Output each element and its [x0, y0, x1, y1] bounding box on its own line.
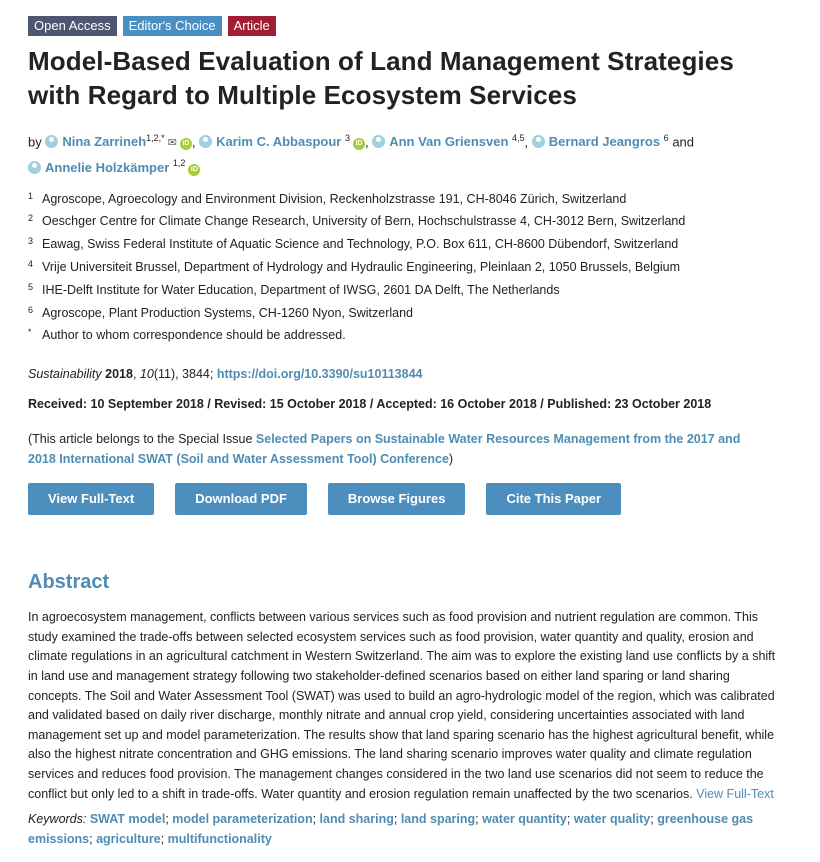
special-issue-note: (This article belongs to the Special Issue Selected Papers on Sustainable Water Resources Management from the 2017 and 2018 International SWAT (Soil and Water Assessment Tool) Conference) [28, 432, 741, 467]
author-name[interactable]: Annelie Holzkämper [45, 159, 170, 175]
affiliation: 6 Agroscope, Plant Production Systems, CH-1260 Nyon, Switzerland [28, 304, 414, 320]
citation-line: Sustainability 2018, 10(11), 3844; https://doi.org/10.3390/su10113844 [28, 367, 423, 382]
author-3[interactable] [372, 134, 508, 149]
keywords: Keywords: SWAT model; model parameterization; land sharing; land sparing; water quantity; water quality; greenhouse gas emissions; agriculture; multifunctionality [28, 812, 754, 846]
view-full-text-button[interactable]: View Full-Text [28, 483, 154, 515]
affiliation-list [28, 188, 788, 348]
editors-choice-badge[interactable]: Editor's Choice [123, 16, 222, 36]
citation-issue: (11), 3844; [153, 367, 217, 382]
action-buttons [28, 483, 788, 515]
corresponding-note: * Author to whom correspondence should be addressed. [28, 327, 346, 343]
browse-figures-button[interactable]: Browse Figures [328, 483, 466, 515]
orcid-icon[interactable]: iD [180, 138, 192, 150]
cite-paper-button[interactable]: Cite This Paper [486, 483, 621, 515]
by-label: by [28, 134, 42, 150]
citation-year: 2018 [105, 367, 133, 382]
keyword-link[interactable]: greenhouse gas emissions [28, 812, 754, 846]
author-name[interactable]: Nina Zarrineh [62, 134, 147, 150]
affiliation: 1 Agroscope, Agroecology and Environment Division, Reckenholzstrasse 191, CH-8046 Zürich, Switzerland [28, 190, 627, 206]
journal-name: Sustainability [28, 367, 102, 382]
author-affil-sup: 3 [344, 133, 350, 143]
author-affil-sup: 1,2,* [146, 133, 165, 143]
citation-volume: 10 [139, 367, 154, 382]
keyword-link[interactable]: agriculture [96, 831, 161, 846]
author-name[interactable]: Karim C. Abbaspour [216, 134, 342, 150]
author-affil-sup: 6 [663, 133, 669, 143]
affiliation: 5 IHE-Delft Institute for Water Education, Department of IWSG, 2601 DA Delft, The Netherlands [28, 281, 560, 297]
abstract-full-text-link[interactable]: View Full-Text [696, 786, 774, 801]
abstract-heading: Abstract [28, 571, 110, 594]
author-list: by Nina Zarrineh$^{1,2,*}$ ✉ iD , Karim C. Abbaspour $^3$iD , Ann Van Griensven $^{4,5}$, Bernard Jeangros $^6$ and Annelie Holzkämper $^{1,2}$iD [28, 133, 695, 175]
person-icon [28, 161, 41, 174]
author-5[interactable] [28, 160, 169, 175]
keyword-link[interactable]: land sharing [319, 812, 394, 827]
abstract-body [28, 608, 784, 804]
and-label: and [672, 134, 695, 150]
author-2[interactable] [199, 134, 341, 149]
author-affil-sup: 4,5 [512, 133, 525, 143]
author-name[interactable]: Ann Van Griensven [389, 134, 509, 150]
affiliation: 4 Vrije Universiteit Brussel, Department of Hydrology and Hydraulic Engineering, Pleinlaan 2, 1050 Brussels, Belgium [28, 259, 681, 275]
author-affil-sup: 1,2 [172, 158, 186, 169]
keyword-link[interactable]: water quality [573, 812, 651, 827]
keywords-label: Keywords: [28, 812, 87, 827]
open-access-badge[interactable]: Open Access [28, 16, 117, 36]
keyword-link[interactable]: model parameterization [172, 812, 313, 827]
keyword-link[interactable]: land sparing [400, 812, 476, 827]
special-issue-link[interactable]: Selected Papers on Sustainable Water Resources Management from the 2017 and 2018 International SWAT (Soil and Water Assessment Tool) Conference [28, 432, 741, 467]
person-icon [532, 135, 545, 148]
abstract-text: In agroecosystem management, conflicts between various services such as food provision and nutrient regulation are common. This study examined the trade-offs between selected ecosystem services such as food provision, water quantity and quality, erosion and climate regulations in an agricultural catchment in Western Switzerland. The aim was to explore the existing land use conflicts by a shift in land use and management strategy following two stakeholder-defined scenarios based on either land sparing or land sharing concepts. The Soil and Water Assessment Tool (SWAT) was used to build an agro-hydrologic model of the region, which was calibrated and validated based on daily river discharge, monthly nitrate and annual crop yield, considering uncertainties associated with land management set up and model parameterization. The results show that land sparing scenario has the highest agricultural benefit, while also the highest nitrate concentration and GHG emissions. The land sharing scenario improves water quality and climate regulation services and reduces food provision. The management changes considered in the two land use scenarios did not seem to reduce the conflict but only led to a shift in trade-offs. Water quantity and erosion regulation remain unaffected by the two scenarios. [28, 610, 776, 801]
author-1[interactable] [45, 134, 146, 149]
keyword-link[interactable]: multifunctionality [167, 831, 272, 846]
badges [28, 16, 788, 36]
article-title: Model-Based Evaluation of Land Management Strategies with Regard to Multiple Ecosystem Services [28, 46, 734, 110]
affiliation: 3 Eawag, Swiss Federal Institute of Aquatic Science and Technology, P.O. Box 611, CH-8600 Dübendorf, Switzerland [28, 236, 679, 252]
doi-link[interactable]: https://doi.org/10.3390/su10113844 [216, 367, 423, 382]
download-pdf-button[interactable]: Download PDF [175, 483, 307, 515]
author-name[interactable]: Bernard Jeangros [548, 134, 661, 150]
person-icon [372, 135, 385, 148]
keyword-link[interactable]: SWAT model [89, 812, 166, 827]
mail-icon[interactable]: ✉ [167, 137, 177, 150]
affiliation: 2 Oeschger Centre for Climate Change Research, University of Bern, Hochschulstrasse 4, CH-3012 Bern, Switzerland [28, 213, 686, 229]
orcid-icon[interactable]: iD [188, 164, 200, 176]
orcid-icon[interactable]: iD [353, 138, 365, 150]
author-4[interactable] [532, 134, 660, 149]
keyword-link[interactable]: water quantity [482, 812, 567, 827]
article-type-badge: Article [228, 16, 276, 36]
person-icon [45, 135, 58, 148]
publication-dates: Received: 10 September 2018 / Revised: 15 October 2018 / Accepted: 16 October 2018 / Published: 23 October 2018 [28, 397, 712, 412]
person-icon [199, 135, 212, 148]
